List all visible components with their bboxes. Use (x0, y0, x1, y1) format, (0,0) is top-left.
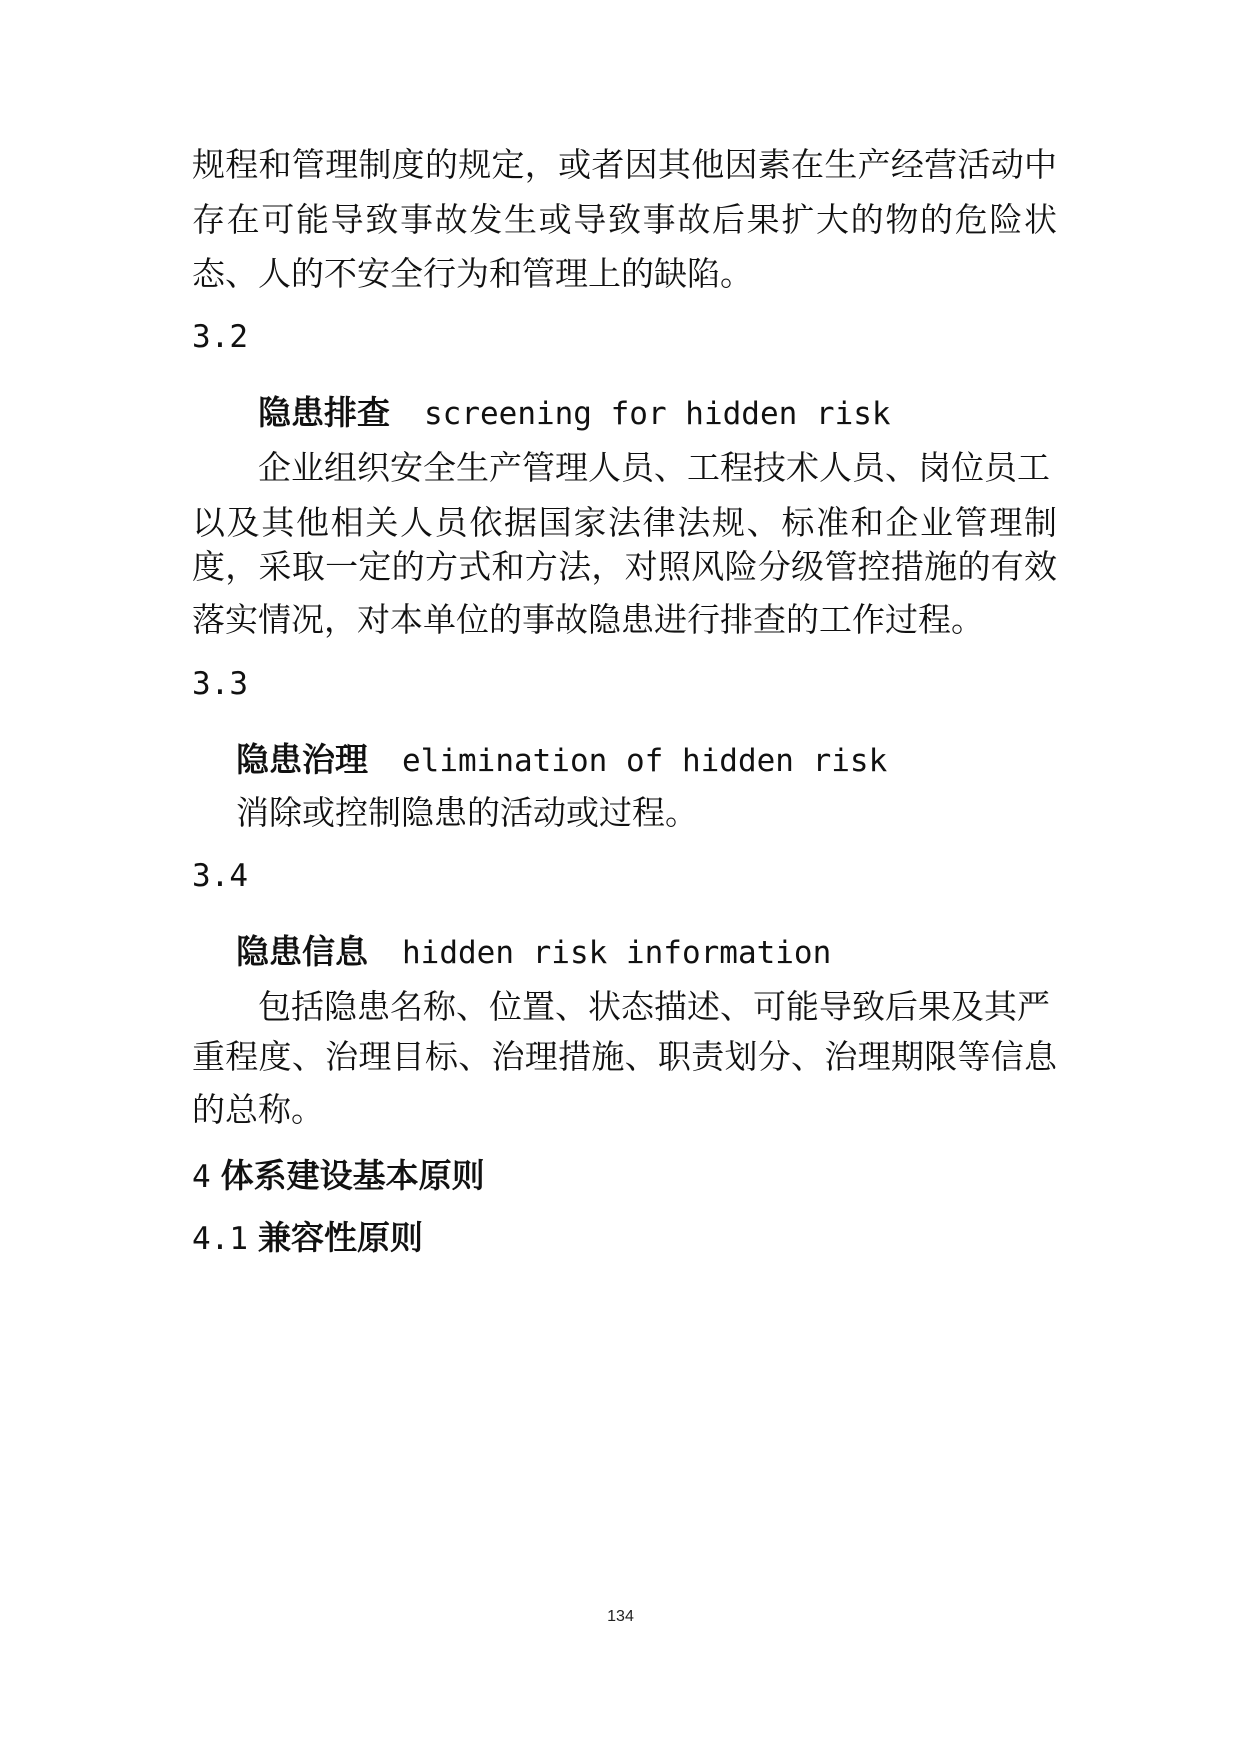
definition-line: 度，采取一定的方式和方法，对照风险分级管控措施的有效 (192, 547, 1057, 586)
paragraph-line: 存在可能导致事故发生或导致事故后果扩大的物的危险状 (192, 200, 1057, 239)
definition-line: 的总称。 (192, 1090, 324, 1129)
section-number: 4 (192, 1159, 211, 1195)
section-number: 4.1 (192, 1221, 248, 1257)
term-en: screening for hidden risk (424, 396, 891, 432)
definition-line: 落实情况，对本单位的事故隐患进行排查的工作过程。 (192, 600, 984, 639)
term-heading (236, 740, 887, 781)
definition-line: 重程度、治理目标、治理措施、职责划分、治理期限等信息 (192, 1037, 1057, 1076)
term-zh: 隐患治理 (236, 740, 368, 779)
term-en: hidden risk information (402, 935, 832, 971)
section-heading (192, 1156, 485, 1197)
clause-number: 3.2 (192, 319, 248, 355)
paragraph-line: 态、人的不安全行为和管理上的缺陷。 (192, 254, 753, 293)
term-en: elimination of hidden risk (402, 743, 888, 779)
term-heading (236, 932, 831, 973)
term-zh: 隐患信息 (236, 932, 368, 971)
clause-number: 3.4 (192, 858, 248, 894)
definition-line: 以及其他相关人员依据国家法律法规、标准和企业管理制 (192, 503, 1057, 542)
definition-line: 企业组织安全生产管理人员、工程技术人员、岗位员工 (258, 448, 1050, 487)
paragraph-line: 规程和管理制度的规定，或者因其他因素在生产经营活动中 (192, 145, 1057, 184)
section-title: 体系建设基本原则 (220, 1156, 485, 1195)
section-title: 兼容性原则 (258, 1218, 423, 1257)
definition-line: 消除或控制隐患的活动或过程。 (236, 793, 698, 832)
clause-number: 3.3 (192, 666, 248, 702)
term-zh: 隐患排查 (258, 393, 390, 432)
term-heading (258, 393, 891, 434)
page-number: 134 (607, 1608, 634, 1625)
definition-line: 包括隐患名称、位置、状态描述、可能导致后果及其严 (258, 987, 1050, 1026)
subsection-heading (192, 1218, 423, 1259)
